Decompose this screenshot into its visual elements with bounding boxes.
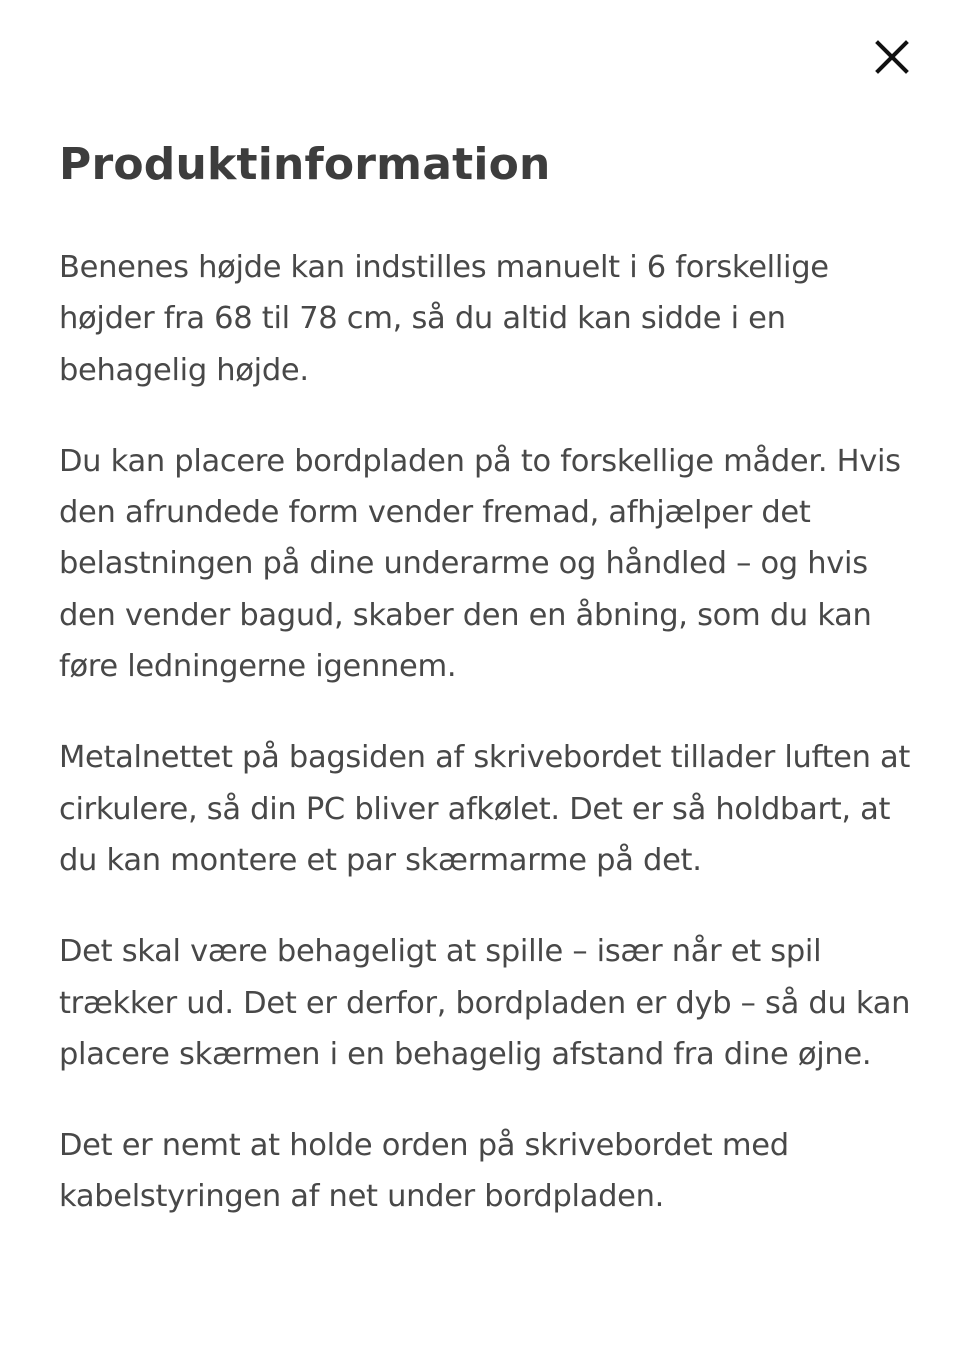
- paragraph-metal-mesh: Metalnettet på bagsiden af skrivebordet tillader luften at cirkulere, så din PC bliver afkølet. Det er så holdbart, at du kan montere et par skærmarme på det.: [59, 740, 911, 878]
- close-button[interactable]: [866, 34, 918, 80]
- paragraph-gaming-comfort: Det skal være behageligt at spille – især når et spil trækker ud. Det er derfor, bordpladen er dyb – så du kan placere skærmen i en behagelig afstand fra dine øjne.: [59, 934, 911, 1072]
- product-description: [59, 242, 919, 1223]
- paragraph-height-adjustment: Benenes højde kan indstilles manuelt i 6 forskellige højder fra 68 til 78 cm, så du altid kan sidde i en behagelig højde.: [59, 250, 829, 388]
- close-icon: [875, 40, 909, 74]
- paragraph-tabletop-placement: Du kan placere bordpladen på to forskellige måder. Hvis den afrundede form vender fremad, afhjælper det belastningen på dine underarme og håndled – og hvis den vender bagud, skaber den en åbning, som du kan føre ledningerne igennem.: [59, 443, 901, 685]
- product-info-sheet: [59, 132, 919, 1263]
- paragraph-cable-management: Det er nemt at holde orden på skrivebordet med kabelstyringen af net under bordpladen.: [59, 1128, 789, 1215]
- page-title: Produktinformation: [59, 139, 551, 190]
